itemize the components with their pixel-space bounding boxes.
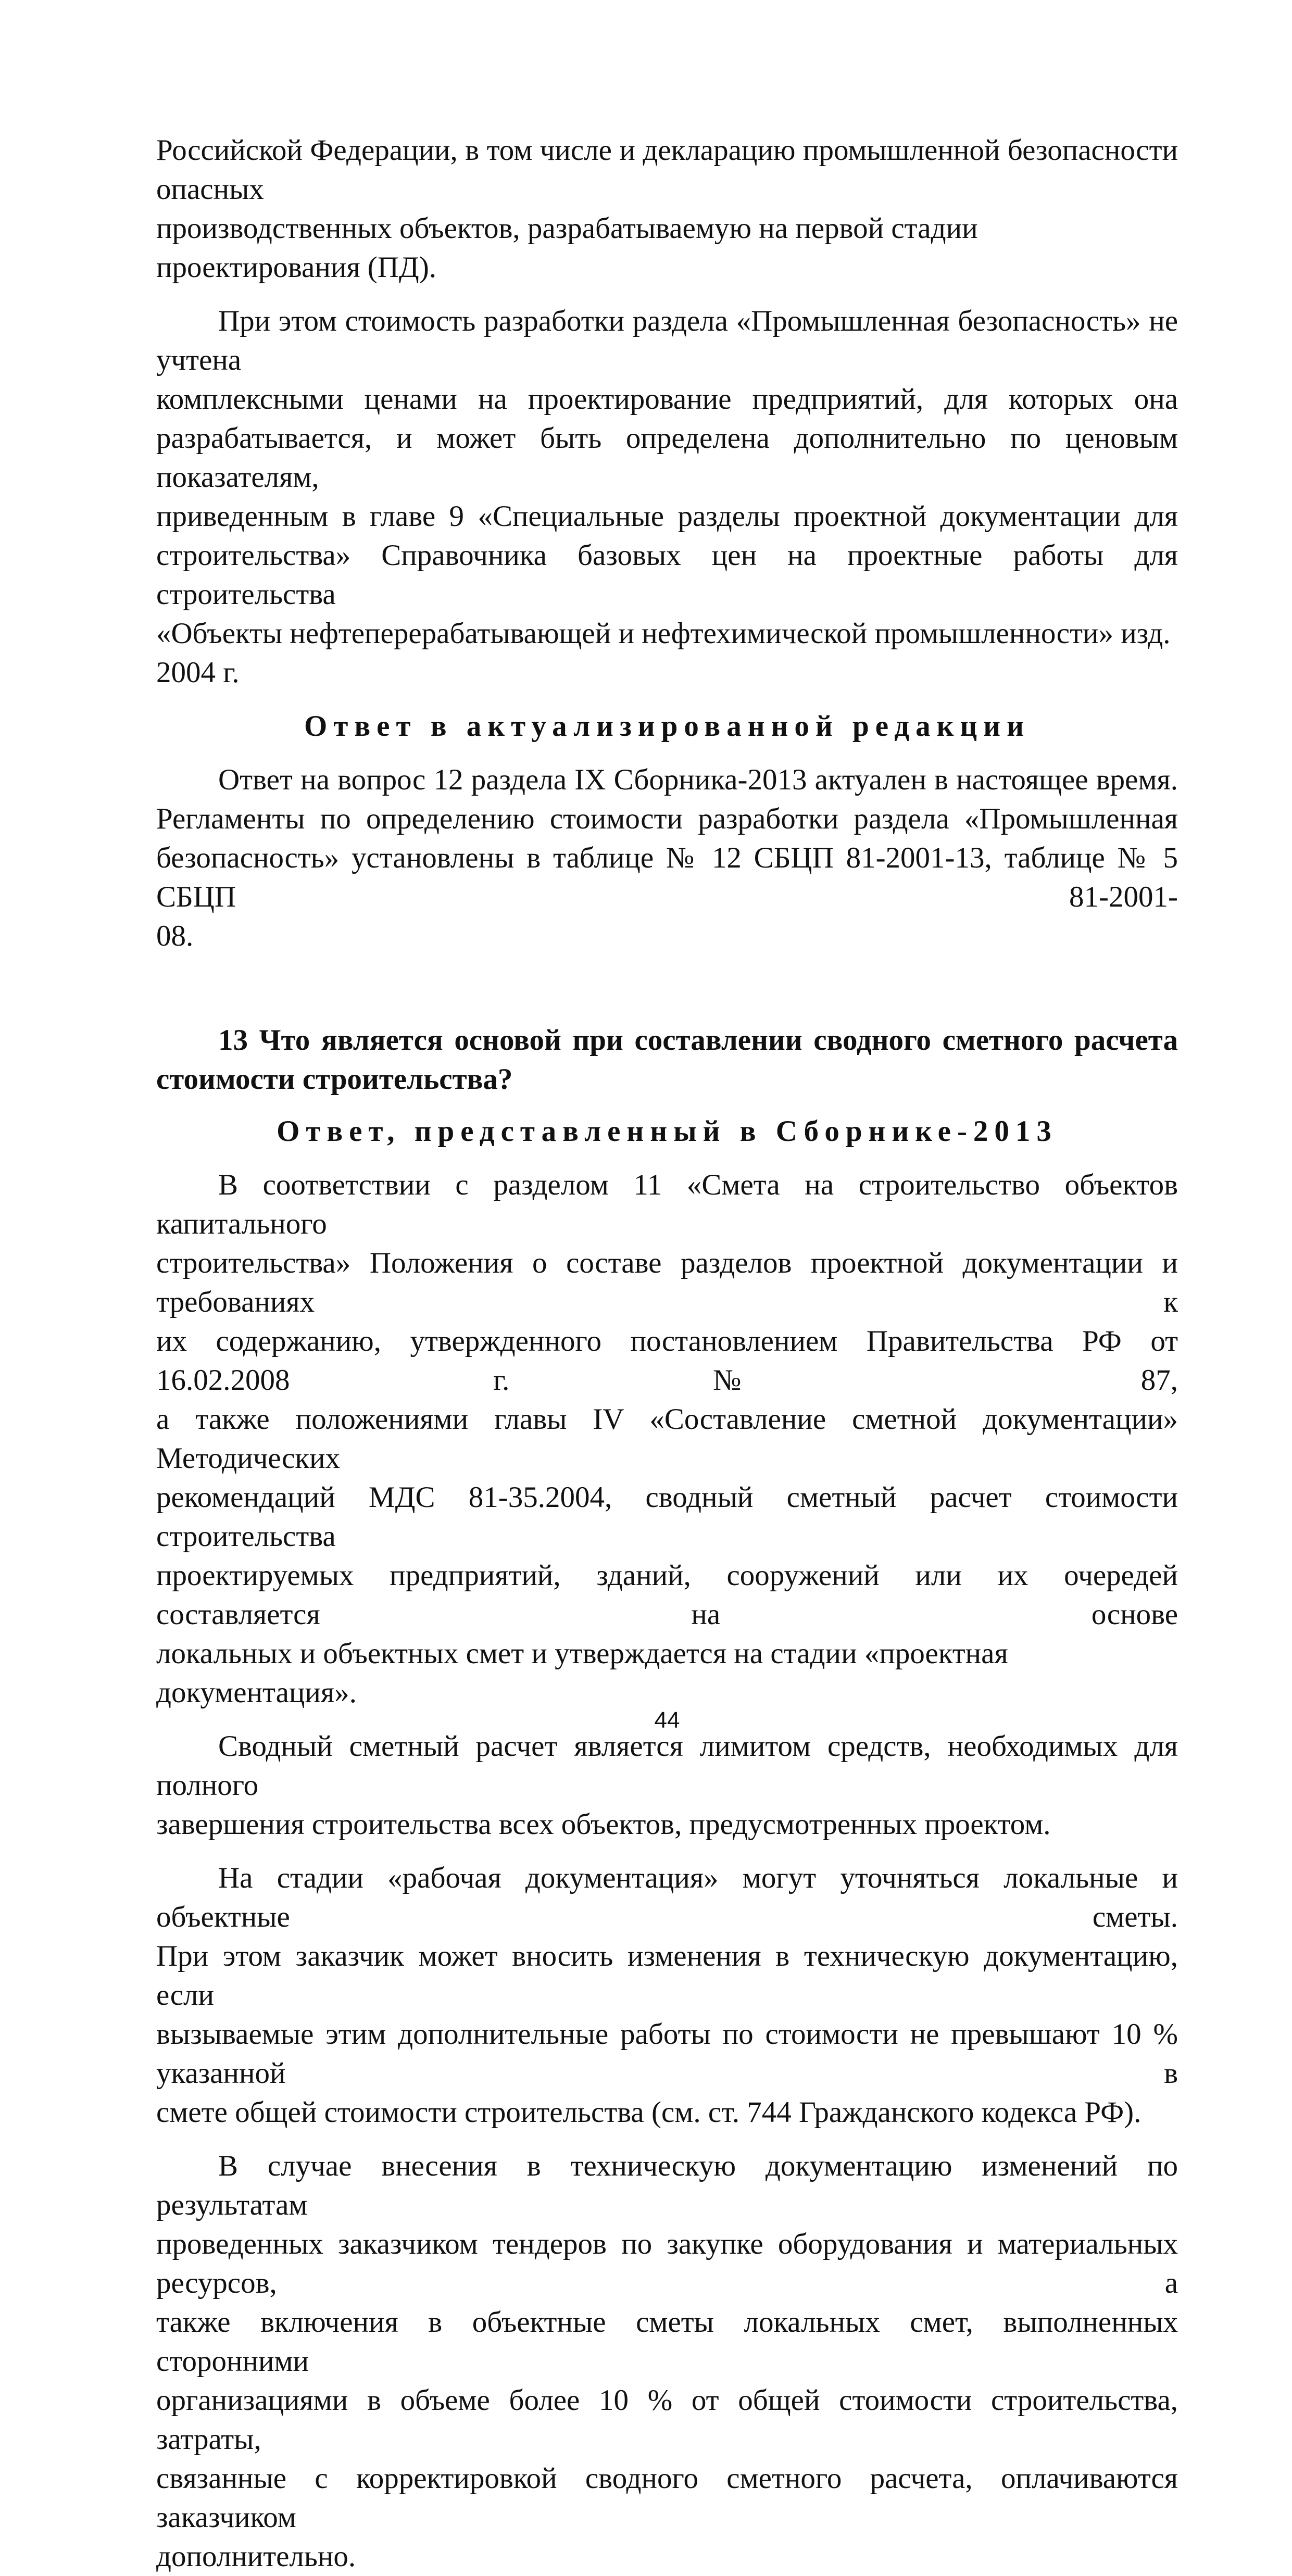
text-line: строительства» Справочника базовых цен на проектные работы для строительства [156, 539, 1178, 611]
text-line: приведенным в главе 9 «Специальные разделы проектной документации для [156, 500, 1178, 533]
text-line: строительства» Положения о составе разделов проектной документации и требованиях к [156, 1247, 1178, 1318]
text-line: а также положениями главы IV «Составление сметной документации» Методических [156, 1403, 1178, 1475]
question-title-line: стоимости строительства? [156, 1063, 513, 1096]
text-line: Ответ на вопрос 12 раздела IX Сборника-2013 актуален в настоящее время. [218, 763, 1178, 796]
page-body [156, 131, 1178, 2576]
text-line: безопасность» установлены в таблице № 12 СБЦП 81-2001-13, таблице № 5 СБЦП 81-2001- [156, 841, 1178, 913]
text-line: Российской Федерации, в том числе и декларацию промышленной безопасности опасных [156, 134, 1178, 206]
text-line: также включения в объектные сметы локальных смет, выполненных сторонними [156, 2306, 1178, 2378]
text-line: вызываемые этим дополнительные работы по стоимости не превышают 10 % указанной в [156, 2018, 1178, 2090]
text-line: Сводный сметный расчет является лимитом средств, необходимых для полного [156, 1730, 1178, 1802]
question-title-line [156, 1021, 1178, 1060]
text-line: проведенных заказчиком тендеров по закупке оборудования и материальных ресурсов, а [156, 2228, 1178, 2299]
paragraph-updated-answer [156, 760, 1178, 956]
text-line: В соответствии с разделом 11 «Смета на строительство объектов капитального [156, 1168, 1178, 1240]
text-line: 08. [156, 920, 194, 952]
text-line: При этом заказчик может вносить изменения в техническую документацию, если [156, 1940, 1178, 2012]
text-line: рекомендаций МДС 81-35.2004, сводный сметный расчет стоимости строительства [156, 1481, 1178, 1553]
text-line: разрабатывается, и может быть определена дополнительно по ценовым показателям, [156, 422, 1178, 494]
text-line: локальных и объектных смет и утверждается на стадии «проектная документация». [156, 1637, 1008, 1709]
text-line: организациями в объеме более 10 % от общей стоимости строительства, затраты, [156, 2384, 1178, 2456]
updated-answer-heading: Ответ в актуализированной редакции [304, 710, 1030, 743]
paragraph-answer-3 [156, 1858, 1178, 2132]
question-title-text: Что является основой при составлении сводного сметного расчета [259, 1024, 1178, 1057]
question-number: 13 [218, 1024, 248, 1057]
question-heading [156, 1021, 1178, 1099]
text-line: комплексными ценами на проектирование предприятий, для которых она [156, 383, 1178, 416]
text-line: завершения строительства всех объектов, предусмотренных проектом. [156, 1808, 1051, 1841]
paragraph-answer-1 [156, 1165, 1178, 1712]
page-number: 44 [654, 1707, 680, 1733]
text-line: проектируемых предприятий, зданий, сооружений или их очередей составляется на основе [156, 1559, 1178, 1631]
text-line: производственных объектов, разрабатываемую на первой стадии проектирования (ПД). [156, 212, 978, 284]
text-line: дополнительно. [156, 2540, 356, 2573]
text-line: При этом стоимость разработки раздела «Промышленная безопасность» не учтена [156, 305, 1178, 376]
collection-answer-heading: Ответ, представленный в Сборнике-2013 [277, 1115, 1058, 1148]
paragraph-continuation [156, 131, 1178, 287]
text-line: их содержанию, утвержденного постановлением Правительства РФ от 16.02.2008 г. № 87, [156, 1325, 1178, 1397]
text-line: Регламенты по определению стоимости разработки раздела «Промышленная [156, 802, 1178, 835]
text-line: «Объекты нефтеперерабатывающей и нефтехимической промышленности» изд. 2004 г. [156, 617, 1171, 689]
text-line: смете общей стоимости строительства (см. ст. 744 Гражданского кодекса РФ). [156, 2096, 1142, 2129]
paragraph-answer-2 [156, 1727, 1178, 1844]
text-line: В случае внесения в техническую документацию изменений по результатам [156, 2150, 1178, 2221]
text-line: На стадии «рабочая документация» могут уточняться локальные и объектные сметы. [156, 1862, 1178, 1933]
text-line: связанные с корректировкой сводного сметного расчета, оплачиваются заказчиком [156, 2462, 1178, 2534]
paragraph-answer-4 [156, 2146, 1178, 2576]
paragraph-cost [156, 301, 1178, 692]
